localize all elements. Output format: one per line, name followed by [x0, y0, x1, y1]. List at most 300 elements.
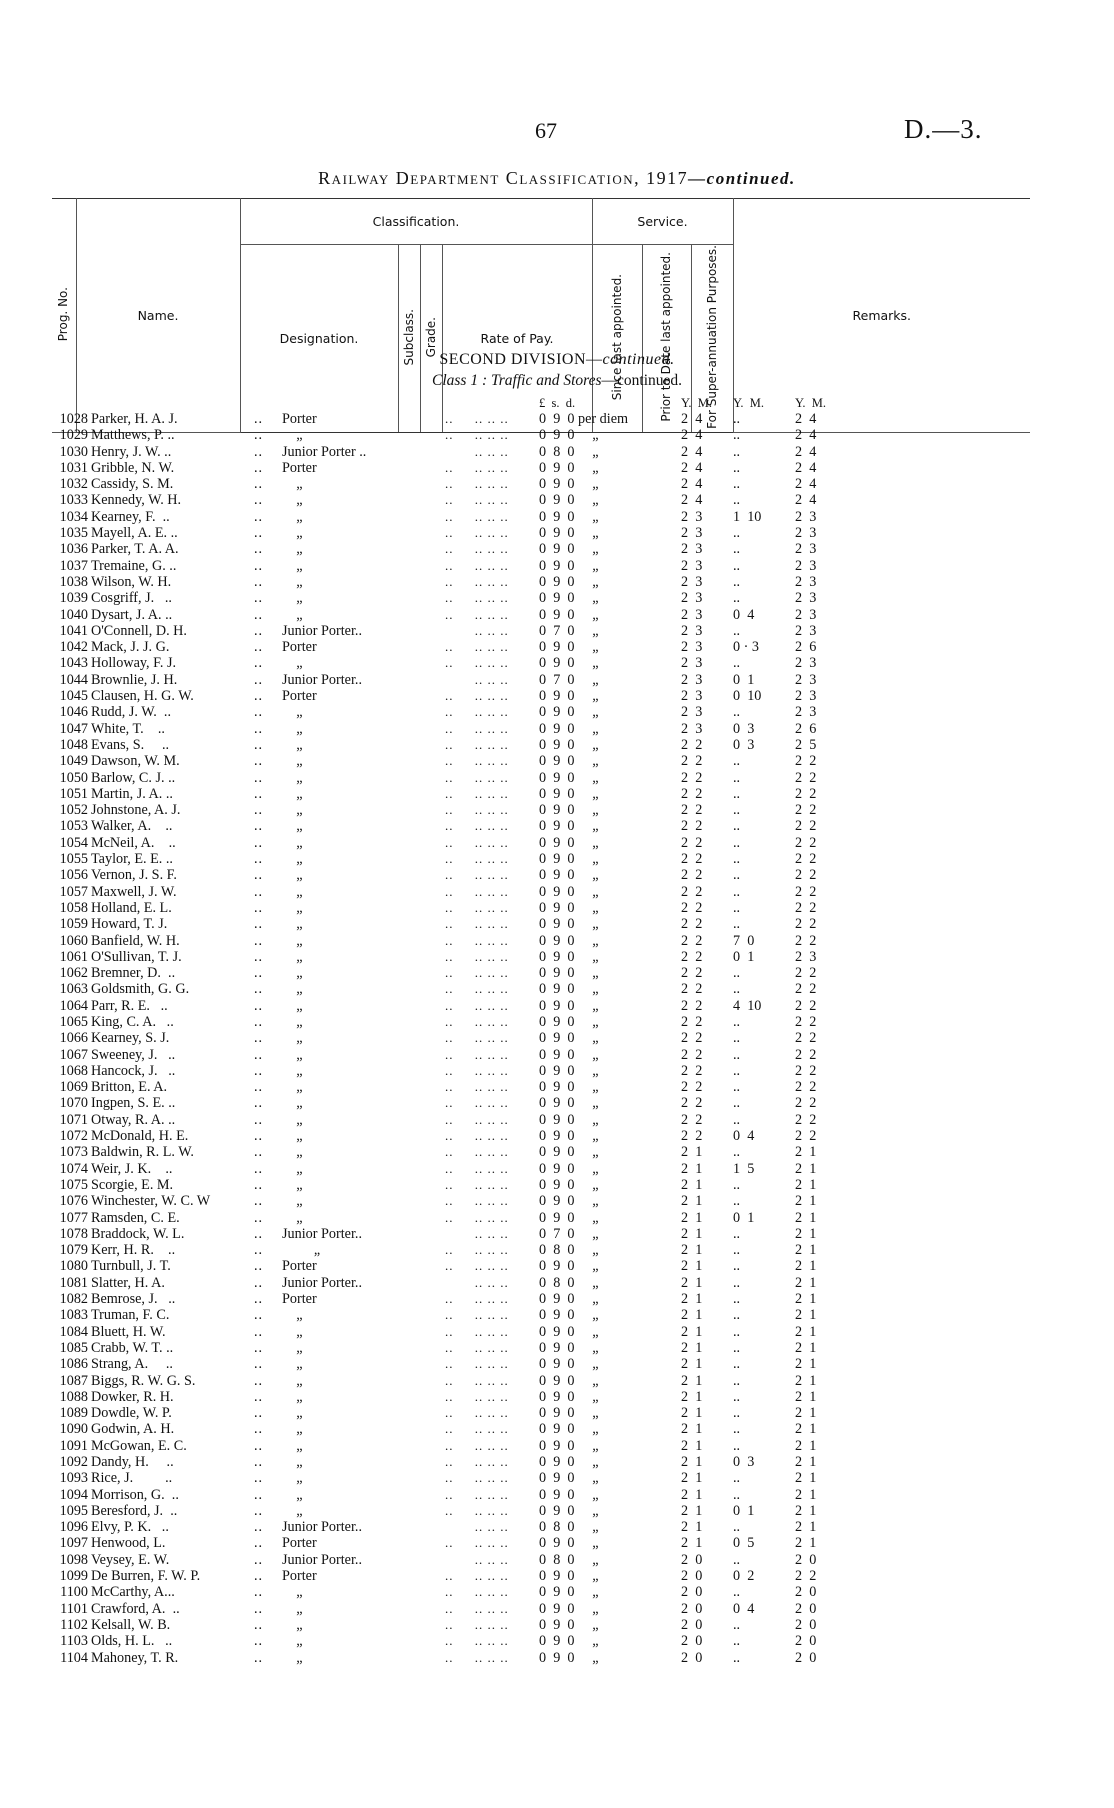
service-superannuation: 2 2 [795, 1013, 817, 1030]
service-superannuation: 2 1 [795, 1486, 817, 1503]
leader-dots: .. .. .. .. [445, 867, 509, 883]
service-superannuation: 2 2 [795, 818, 817, 835]
table-row [0, 1193, 1114, 1209]
designation: „ [282, 1111, 303, 1128]
service-prior: .. [733, 1307, 741, 1324]
leader-dots: .. .. .. .. [445, 753, 509, 769]
table-row [0, 574, 1114, 590]
prog-number: 1037 [59, 557, 88, 574]
since-last-appointed-header: Since last appointed. [592, 245, 642, 433]
leader-dots: .. [254, 443, 264, 460]
table-row [0, 541, 1114, 557]
prog-number: 1067 [59, 1046, 88, 1063]
name-header: Name. [76, 199, 240, 433]
employee-name: Slatter, H. A. [91, 1274, 165, 1291]
table-row [0, 1405, 1114, 1421]
leader-dots: .. [254, 1421, 264, 1438]
prior-unit-header: Y. M. [733, 396, 765, 410]
employee-name: Maxwell, J. W. [91, 883, 177, 900]
rate-of-pay: 0 8 0 „ [539, 1274, 599, 1291]
prog-number: 1053 [59, 818, 88, 835]
service-prior: .. [733, 557, 741, 574]
service-prior: .. [733, 655, 741, 672]
leader-dots: .. [254, 671, 264, 688]
rate-of-pay: 0 9 0 „ [539, 965, 599, 982]
designation: „ [282, 753, 303, 770]
classification-header: Classification. [240, 199, 592, 245]
leader-dots: .. .. .. .. [445, 1095, 509, 1111]
service-superannuation: 2 1 [795, 1176, 817, 1193]
employee-name: Crabb, W. T. .. [91, 1339, 174, 1356]
designation: Porter [282, 411, 317, 427]
rate-of-pay: 0 7 0 „ [539, 622, 599, 639]
leader-dots: .. [254, 1079, 264, 1096]
service-since-last: 2 0 [681, 1616, 703, 1633]
employee-name: Braddock, W. L. [91, 1225, 185, 1242]
employee-name: Winchester, W. C. W [91, 1193, 211, 1210]
service-since-last: 2 1 [681, 1274, 703, 1291]
prog-number: 1046 [59, 704, 88, 721]
service-since-last: 2 2 [681, 1030, 703, 1047]
employee-name: White, T. .. [91, 720, 165, 737]
employee-name: Dawson, W. M. [91, 753, 180, 770]
service-prior: 1 10 [733, 508, 762, 525]
service-prior: .. [733, 476, 741, 493]
leader-dots: .. [254, 1160, 264, 1177]
leader-dots: .. .. .. .. [445, 1535, 509, 1551]
designation: „ [282, 736, 303, 753]
service-superannuation: 2 6 [795, 639, 817, 656]
leader-dots: .. .. .. .. [445, 427, 509, 443]
leader-dots: .. .. .. .. [445, 1616, 509, 1632]
designation: „ [282, 1046, 303, 1063]
service-since-last: 2 1 [681, 1437, 703, 1454]
leader-dots: .. .. .. [445, 1519, 509, 1535]
prog-number: 1103 [60, 1633, 88, 1650]
service-since-last: 2 1 [681, 1372, 703, 1389]
rate-of-pay: 0 9 0 „ [539, 1600, 599, 1617]
service-prior: 0 2 [733, 1568, 755, 1585]
designation: „ [282, 1062, 303, 1079]
prog-number: 1100 [60, 1584, 88, 1601]
designation: „ [282, 1013, 303, 1030]
service-since-last: 2 2 [681, 948, 703, 965]
service-since-last: 2 1 [681, 1176, 703, 1193]
leader-dots: .. [254, 1502, 264, 1519]
service-superannuation: 2 3 [795, 704, 817, 721]
employee-name: Kearney, F. .. [91, 508, 170, 525]
prog-number: 1061 [59, 948, 88, 965]
prog-number: 1038 [59, 573, 88, 590]
leader-dots: .. [254, 769, 264, 786]
service-since-last: 2 4 [681, 427, 703, 444]
table-row [0, 1258, 1114, 1274]
leader-dots: .. .. .. .. [445, 655, 509, 671]
designation: Junior Porter.. [282, 671, 362, 688]
prog-number: 1095 [59, 1502, 88, 1519]
table-row [0, 1633, 1114, 1649]
service-since-last: 2 1 [681, 1356, 703, 1373]
service-since-last: 2 2 [681, 818, 703, 835]
designation: „ [282, 1633, 303, 1650]
service-prior: .. [733, 492, 741, 509]
service-superannuation: 2 4 [795, 411, 817, 427]
service-superannuation: 2 1 [795, 1356, 817, 1373]
designation: „ [282, 1339, 303, 1356]
prog-number: 1051 [59, 785, 88, 802]
table-row [0, 509, 1114, 525]
table-row [0, 818, 1114, 834]
table-row [0, 884, 1114, 900]
rate-of-pay: 0 9 0 „ [539, 1535, 599, 1552]
leader-dots: .. .. .. [445, 622, 509, 638]
table-row [0, 1356, 1114, 1372]
leader-dots: .. [254, 459, 264, 476]
leader-dots: .. [254, 1291, 264, 1308]
designation: „ [282, 1176, 303, 1193]
service-prior: .. [733, 1649, 741, 1666]
prog-number: 1062 [59, 965, 88, 982]
rate-of-pay: 0 9 0 „ [539, 1454, 599, 1470]
service-since-last: 2 3 [681, 590, 703, 607]
service-prior: .. [733, 541, 741, 558]
rate-of-pay: 0 9 0 „ [539, 1388, 599, 1405]
service-prior: .. [733, 1339, 741, 1356]
service-since-last: 2 2 [681, 851, 703, 868]
service-prior: .. [733, 1046, 741, 1063]
designation: „ [282, 492, 303, 509]
leader-dots: .. .. .. .. [445, 997, 509, 1013]
rate-of-pay: 0 9 0 „ [539, 476, 599, 493]
rate-of-pay: 0 7 0 „ [539, 671, 599, 688]
rate-of-pay: 0 9 0 „ [539, 932, 599, 949]
service-prior: .. [733, 802, 741, 819]
designation-header: Designation. [240, 245, 398, 433]
leader-dots: .. [254, 476, 264, 493]
service-since-last: 2 4 [681, 492, 703, 509]
rate-of-pay: 0 9 0 „ [539, 802, 599, 819]
employee-name: Cosgriff, J. .. [91, 590, 172, 607]
service-since-last: 2 2 [681, 834, 703, 851]
rate-of-pay: 0 9 0 „ [539, 720, 599, 737]
service-superannuation: 2 2 [795, 916, 817, 933]
service-superannuation: 2 2 [795, 785, 817, 802]
employee-name: Kerr, H. R. .. [91, 1242, 176, 1259]
prog-number: 1087 [59, 1372, 88, 1389]
leader-dots: .. .. .. [445, 443, 509, 459]
designation: „ [282, 1030, 303, 1047]
employee-name: Barlow, C. J. .. [91, 769, 176, 786]
service-superannuation: 2 2 [795, 769, 817, 786]
rate-of-pay: 0 9 0 „ [539, 590, 599, 607]
prog-number: 1084 [59, 1323, 88, 1340]
leader-dots: .. .. .. .. [445, 639, 509, 655]
table-row [0, 1650, 1114, 1666]
service-since-last: 2 3 [681, 622, 703, 639]
leader-dots: .. [254, 1128, 264, 1145]
designation: „ [282, 965, 303, 982]
service-superannuation: 2 1 [795, 1405, 817, 1422]
rate-of-pay: 0 9 0 „ [539, 1193, 599, 1210]
service-superannuation: 2 2 [795, 1568, 817, 1585]
prog-number: 1049 [59, 753, 88, 770]
designation: „ [282, 851, 303, 868]
leader-dots: .. .. .. .. [445, 1568, 509, 1584]
prog-number: 1099 [59, 1568, 88, 1585]
service-since-last: 2 0 [681, 1649, 703, 1666]
designation: Porter [282, 1291, 317, 1308]
leader-dots: .. [254, 1486, 264, 1503]
employee-name: Morrison, G. .. [91, 1486, 179, 1503]
service-since-last: 2 3 [681, 720, 703, 737]
leader-dots: .. .. .. .. [445, 1128, 509, 1144]
designation: „ [282, 785, 303, 802]
rate-of-pay: 0 9 0 „ [539, 1209, 599, 1226]
leader-dots: .. .. .. .. [445, 1356, 509, 1372]
service-prior: .. [733, 965, 741, 982]
prog-number: 1074 [59, 1160, 88, 1177]
service-since-last: 2 3 [681, 557, 703, 574]
employee-name: Henry, J. W. .. [91, 443, 172, 460]
employee-name: Taylor, E. E. .. [91, 851, 173, 868]
leader-dots: .. [254, 997, 264, 1014]
service-prior: .. [733, 1633, 741, 1650]
leader-dots: .. [254, 1454, 264, 1470]
designation: „ [282, 834, 303, 851]
leader-dots: .. [254, 883, 264, 900]
prog-number: 1078 [59, 1225, 88, 1242]
designation: „ [282, 476, 303, 493]
employee-name: Dowker, R. H. [91, 1388, 174, 1405]
service-prior: .. [733, 1323, 741, 1340]
service-superannuation: 2 0 [795, 1551, 817, 1568]
employee-name: Dowdle, W. P. [91, 1405, 172, 1422]
employee-name: Britton, E. A. [91, 1079, 168, 1096]
leader-dots: .. [254, 1258, 264, 1275]
leader-dots: .. .. .. .. [445, 704, 509, 720]
service-since-last: 2 1 [681, 1225, 703, 1242]
prog-number: 1029 [59, 427, 88, 444]
rate-of-pay: 0 9 0 „ [539, 1079, 599, 1096]
prog-number: 1044 [59, 671, 88, 688]
rate-of-pay: 0 9 0 „ [539, 1437, 599, 1454]
rate-of-pay: 0 9 0 „ [539, 981, 599, 998]
table-row [0, 558, 1114, 574]
leader-dots: .. .. .. .. [445, 1209, 509, 1225]
service-prior: .. [733, 851, 741, 868]
service-superannuation: 2 2 [795, 997, 817, 1014]
prog-number: 1039 [59, 590, 88, 607]
service-superannuation: 2 0 [795, 1600, 817, 1617]
service-since-last: 2 0 [681, 1584, 703, 1601]
service-superannuation: 2 2 [795, 753, 817, 770]
rate-of-pay: 0 9 0 „ [539, 1062, 599, 1079]
service-since-last: 2 1 [681, 1291, 703, 1308]
rate-of-pay: 0 9 0 „ [539, 655, 599, 672]
leader-dots: .. [254, 1225, 264, 1242]
service-since-last: 2 1 [681, 1242, 703, 1259]
leader-dots: .. .. .. .. [445, 1454, 509, 1469]
leader-dots: .. [254, 1600, 264, 1617]
designation: „ [282, 1128, 303, 1145]
rate-of-pay: 0 9 0 „ [539, 1030, 599, 1047]
leader-dots: .. .. .. .. [445, 1584, 509, 1600]
employee-name: Hancock, J. .. [91, 1062, 176, 1079]
rate-of-pay: 0 9 0 „ [539, 1111, 599, 1128]
prog-number: 1104 [60, 1649, 88, 1666]
service-prior: .. [733, 818, 741, 835]
designation: „ [282, 899, 303, 916]
leader-dots: .. [254, 1437, 264, 1454]
employee-name: Mack, J. J. G. [91, 639, 170, 656]
prog-number: 1083 [59, 1307, 88, 1324]
prog-number: 1101 [60, 1600, 88, 1617]
leader-dots: .. [254, 1193, 264, 1210]
service-since-last: 2 1 [681, 1323, 703, 1340]
designation: „ [282, 525, 303, 542]
prog-number: 1079 [59, 1242, 88, 1259]
service-superannuation: 2 5 [795, 736, 817, 753]
service-superannuation: 2 2 [795, 851, 817, 868]
employee-name: Vernon, J. S. F. [91, 867, 177, 884]
employee-name: Sweeney, J. .. [91, 1046, 176, 1063]
service-superannuation: 2 3 [795, 606, 817, 623]
designation: „ [282, 720, 303, 737]
super-unit-header: Y. M. [795, 396, 827, 410]
designation: „ [282, 704, 303, 721]
rate-of-pay: 0 9 0 „ [539, 818, 599, 835]
leader-dots: .. .. .. .. [445, 1111, 509, 1127]
employee-name: Johnstone, A. J. [91, 802, 181, 819]
prog-number: 1036 [59, 541, 88, 558]
service-prior: .. [733, 867, 741, 884]
prog-number: 1085 [59, 1339, 88, 1356]
employee-name: Dysart, J. A. .. [91, 606, 173, 623]
leader-dots: .. .. .. .. [445, 1030, 509, 1046]
employee-name: Veysey, E. W. [91, 1551, 170, 1568]
designation: „ [282, 1323, 303, 1340]
designation: „ [282, 427, 303, 444]
service-since-last: 2 3 [681, 655, 703, 672]
service-superannuation: 2 0 [795, 1633, 817, 1650]
table-row [0, 1177, 1114, 1193]
service-prior: 0 4 [733, 606, 755, 623]
leader-dots: .. [254, 1046, 264, 1063]
table-row [0, 933, 1114, 949]
leader-dots: .. .. .. .. [445, 1486, 509, 1502]
leader-dots: .. [254, 1323, 264, 1340]
table-row [0, 949, 1114, 965]
leader-dots: .. [254, 688, 264, 705]
employee-name: Tremaine, G. .. [91, 557, 177, 574]
service-since-last: 2 2 [681, 932, 703, 949]
designation: „ [282, 769, 303, 786]
leader-dots: .. .. .. .. [445, 1405, 509, 1421]
employee-name: McNeil, A. .. [91, 834, 176, 851]
service-superannuation: 2 2 [795, 1128, 817, 1145]
leader-dots: .. [254, 899, 264, 916]
prog-number: 1042 [59, 639, 88, 656]
leader-dots: .. [254, 1372, 264, 1389]
leader-dots: .. .. .. .. [445, 1079, 509, 1095]
designation: Porter [282, 688, 317, 705]
service-superannuation: 2 3 [795, 948, 817, 965]
employee-name: Mayell, A. E. .. [91, 525, 178, 542]
leader-dots: .. [254, 1111, 264, 1128]
service-since-last: 2 0 [681, 1568, 703, 1585]
employee-name: Kennedy, W. H. [91, 492, 182, 509]
service-prior: .. [733, 1388, 741, 1405]
service-prior: .. [733, 1030, 741, 1047]
employee-name: Parker, T. A. A. [91, 541, 179, 558]
service-prior: .. [733, 1584, 741, 1601]
rate-of-pay: 0 9 0 „ [539, 769, 599, 786]
leader-dots: .. [254, 1209, 264, 1226]
designation: „ [282, 867, 303, 884]
service-superannuation: 2 3 [795, 622, 817, 639]
leader-dots: .. [254, 1568, 264, 1585]
rate-of-pay: 0 9 0 „ [539, 736, 599, 753]
designation: „ [282, 1600, 303, 1617]
leader-dots: .. [254, 573, 264, 590]
rate-of-pay: 0 9 0 „ [539, 899, 599, 916]
service-since-last: 2 2 [681, 997, 703, 1014]
prog-number: 1069 [59, 1079, 88, 1096]
service-prior: .. [733, 1258, 741, 1275]
table-row [0, 655, 1114, 671]
service-superannuation: 2 1 [795, 1160, 817, 1177]
table-row [0, 1503, 1114, 1519]
prior-to-date-header: Prior to Date last appointed. [642, 245, 691, 433]
employee-name: Baldwin, R. L. W. [91, 1144, 194, 1161]
leader-dots: .. [254, 655, 264, 672]
service-superannuation: 2 1 [795, 1437, 817, 1454]
leader-dots: .. .. .. .. [445, 492, 509, 508]
service-prior: .. [733, 981, 741, 998]
service-since-last: 2 0 [681, 1551, 703, 1568]
table-row [0, 1291, 1114, 1307]
designation: „ [282, 1144, 303, 1161]
table-row [0, 1617, 1114, 1633]
leader-dots: .. .. .. .. [445, 525, 509, 541]
prog-number: 1066 [59, 1030, 88, 1047]
leader-dots: .. [254, 1551, 264, 1568]
service-superannuation: 2 1 [795, 1388, 817, 1405]
leader-dots: .. [254, 867, 264, 884]
employee-name: Dandy, H. .. [91, 1454, 174, 1470]
employee-name: Weir, J. K. .. [91, 1160, 173, 1177]
service-superannuation: 2 4 [795, 427, 817, 444]
service-superannuation: 2 1 [795, 1421, 817, 1438]
prog-number: 1030 [59, 443, 88, 460]
rate-of-pay: 0 9 0 „ [539, 1128, 599, 1145]
designation: Porter [282, 1568, 317, 1585]
service-prior: .. [733, 1013, 741, 1030]
leader-dots: .. [254, 1356, 264, 1373]
table-row [0, 639, 1114, 655]
leader-dots: .. .. .. .. [445, 883, 509, 899]
prog-number: 1090 [59, 1421, 88, 1438]
class-label: Class 1 : [431, 372, 491, 389]
designation: „ [282, 508, 303, 525]
leader-dots: .. .. .. .. [445, 1013, 509, 1029]
table-row [0, 590, 1114, 606]
service-prior: 0 · 3 [733, 639, 760, 656]
table-row [0, 704, 1114, 720]
page-number: 67 [535, 118, 557, 143]
designation: Junior Porter .. [282, 443, 367, 460]
service-prior: .. [733, 573, 741, 590]
